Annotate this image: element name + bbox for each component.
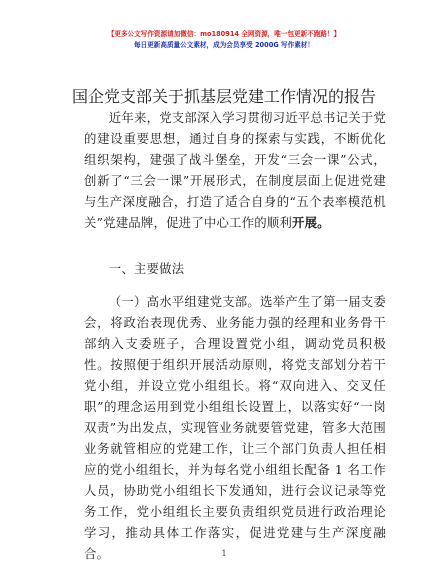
paragraph-gap — [84, 233, 386, 245]
paragraph-gap — [84, 279, 386, 291]
document-title: 国企党支部关于抓基层党建工作情况的报告 — [71, 87, 376, 106]
promo-banner-line-2: 每日更新高质量公文素材，成为会员享受 2000G 写作素材！ — [133, 41, 314, 49]
document-body — [84, 107, 386, 564]
intro-paragraph-text: 近年来，党支部深入学习贯彻习近平总书记关于党的建设重要思想，通过自身的探索与实践，不断优化组织架构，建强了战斗堡垒，开发“三会一课”公式，创新了“三会一课”开展形式，在制度层面上促进党建与生产深度融合，打造了适合自身的“五个表率模范机关”党建品牌，促进了中心工作的顺利 — [84, 110, 386, 230]
intro-paragraph — [84, 107, 386, 233]
promo-banner-line-1: 【更多公文写作资源请加微信：mo180914 全网资源，唯一包更新不跑路！】 — [107, 30, 341, 38]
page-number: 1 — [221, 549, 227, 558]
intro-paragraph-end: 开展。 — [291, 215, 330, 230]
paragraph-1: （一）高水平组建党支部。选举产生了第一届支委会，将政治表现优秀、业务能力强的经理和业务骨干部纳入支委班子，合理设置党小组，调动党员积极性。按照便于组织开展活动原则，将党支部划分若干党小组，并设立党小组组长。将“双向进入、交叉任职”的理念运用到党小组组长设置上，以落实好“一岗双责”为出发点，实现管业务就要管党建，管多大范围业务就管相应的党建工作，让三个部门负责人担任相应的党小组组长，并为每名党小组组长配备 1 名工作人员，协助党小组组长下发通知，进行会议记录等党务工作，党小组组长主要负责组织党员进行政治理论学习，推动具体工作落实，促进党建与生产深度融合。 — [84, 294, 386, 561]
section-heading: 一、主要做法 — [108, 261, 185, 276]
